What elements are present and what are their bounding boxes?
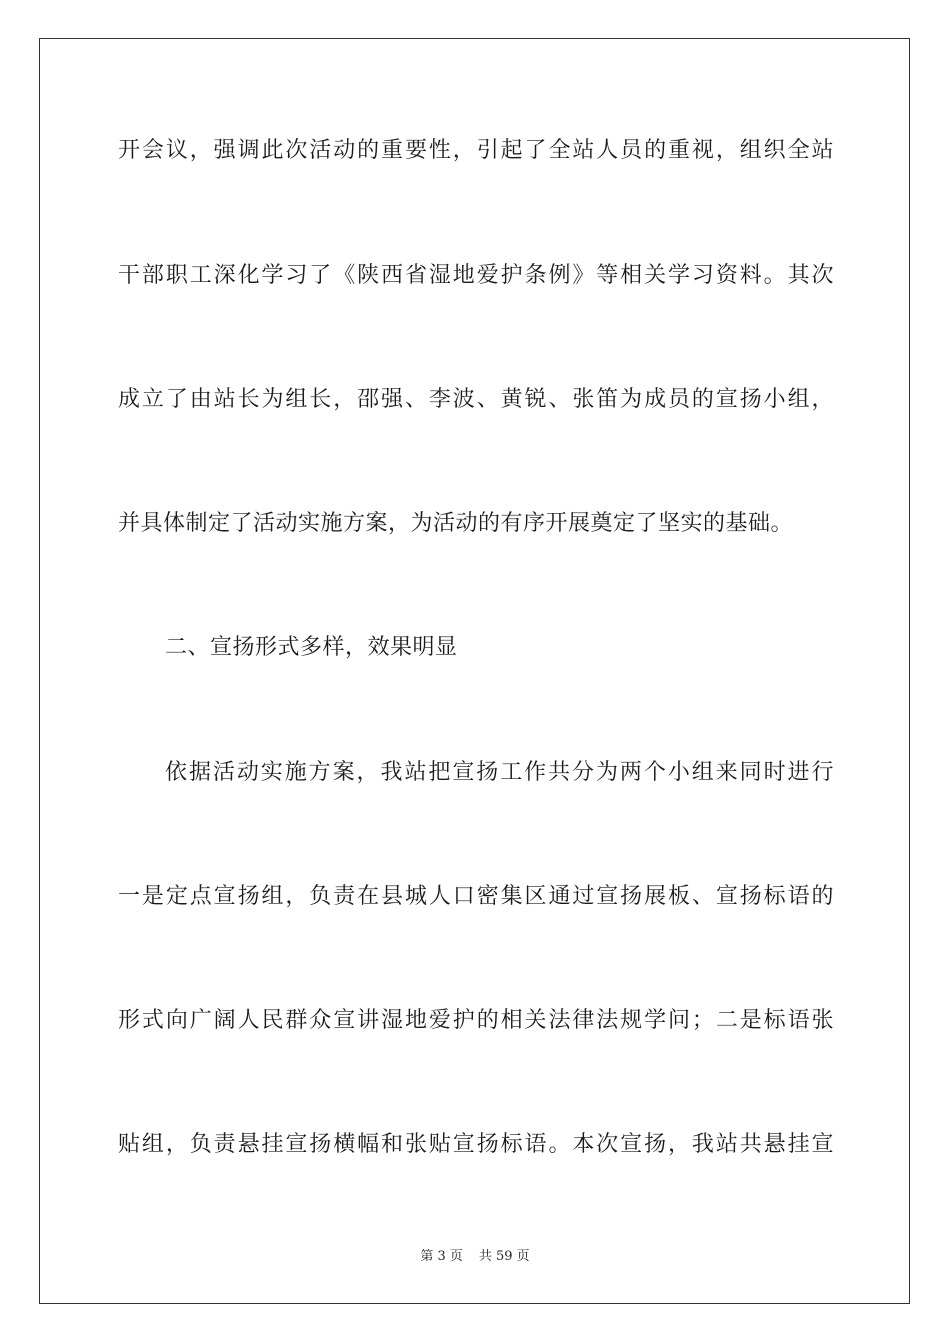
body-text-line-7: 形式向广阔人民群众宣讲湿地爱护的相关法律法规学问；二是标语张 <box>118 1008 834 1033</box>
page-border <box>39 38 910 1304</box>
body-text-line-8: 贴组，负责悬挂宣扬横幅和张贴宣扬标语。本次宣扬，我站共悬挂宣 <box>118 1132 834 1157</box>
body-text-line-6: 一是定点宣扬组，负责在县城人口密集区通过宣扬展板、宣扬标语的 <box>118 884 834 909</box>
page-footer <box>0 1248 950 1266</box>
body-text-line-1: 开会议，强调此次活动的重要性，引起了全站人员的重视，组织全站 <box>118 138 834 163</box>
body-text-line-3: 成立了由站长为组长，邵强、李波、黄锐、张笛为成员的宣扬小组， <box>118 387 834 412</box>
section-heading: 二、宣扬形式多样，效果明显 <box>165 635 458 660</box>
body-text-line-4: 并具体制定了活动实施方案，为活动的有序开展奠定了坚实的基础。 <box>118 511 794 536</box>
body-text-line-2: 干部职工深化学习了《陕西省湿地爱护条例》等相关学习资料。其次 <box>118 263 834 288</box>
page-number: 第 3 页 <box>420 1249 463 1264</box>
body-text-line-5: 依据活动实施方案，我站把宣扬工作共分为两个小组来同时进行 <box>165 760 834 785</box>
total-pages: 共 59 页 <box>478 1249 530 1264</box>
